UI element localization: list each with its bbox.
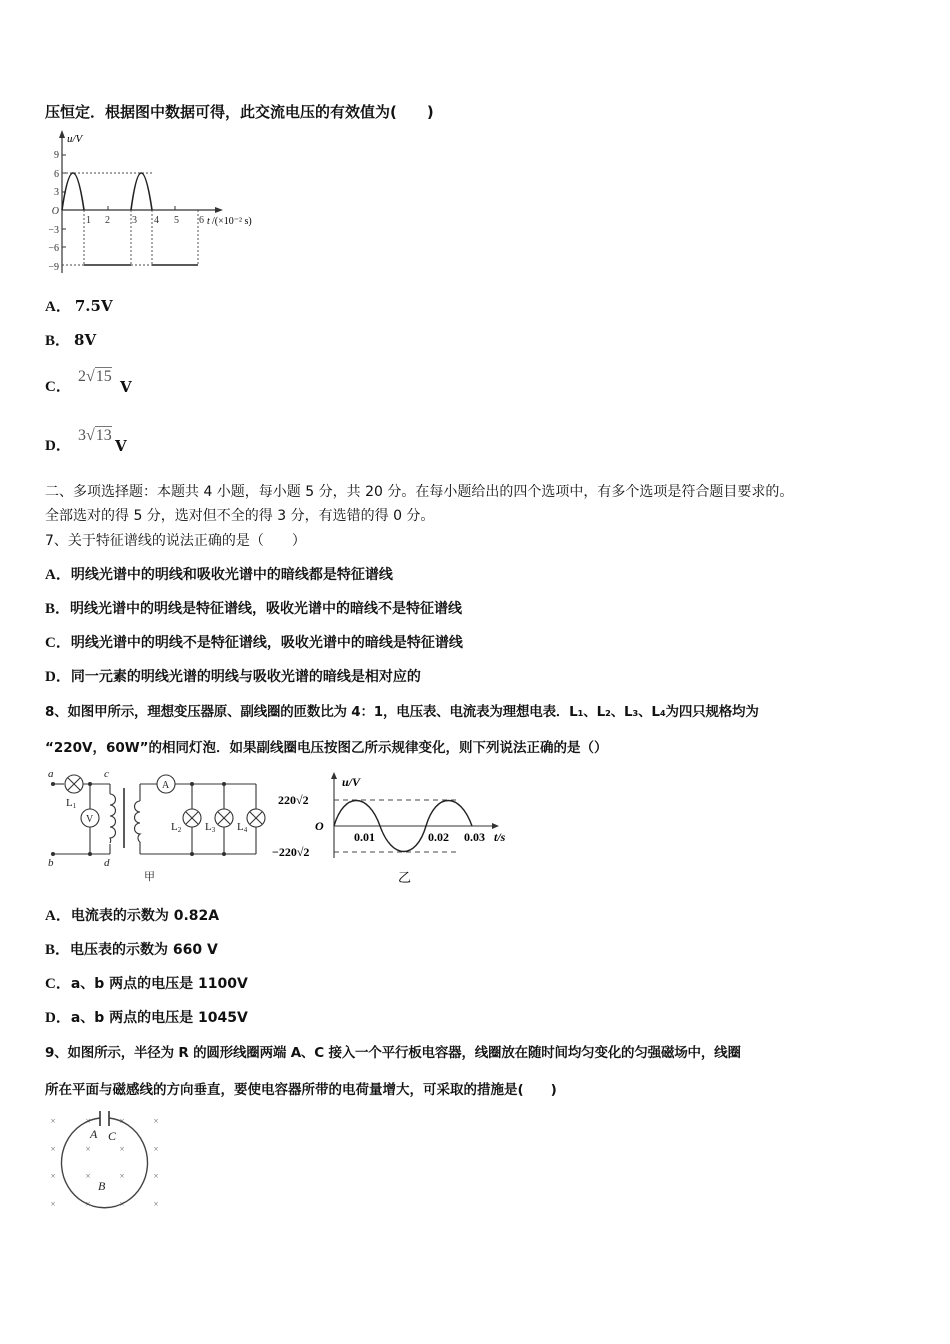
q9-stem-line1: 9、如图所示，半径为 R 的圆形线圈两端 A、C 接入一个平行板电容器，线圈放在随时间均匀变化的匀强磁场中，线圈	[45, 1045, 741, 1061]
q8-option-a[interactable]: A． 电流表的示数为 0.82A	[45, 908, 220, 924]
q6-stem: 压恒定．根据图中数据可得，此交流电压的有效值为( )	[45, 103, 434, 121]
q8-sine-chart	[268, 770, 518, 888]
svg-text:220√2: 220√2	[278, 793, 309, 807]
label-d: d	[104, 857, 110, 869]
svg-text:9: 9	[54, 150, 59, 161]
svg-text:C: C	[108, 1129, 117, 1143]
label-c: c	[104, 768, 109, 780]
q6-option-c[interactable]: C． 2√15 V	[45, 368, 132, 396]
q6-y-label: u/V	[67, 133, 83, 145]
svg-text:u/V: u/V	[342, 775, 361, 789]
svg-text:L4: L4	[237, 821, 248, 834]
section2-instructions-line2: 全部选对的得 5 分，选对但不全的得 3 分，有选错的得 0 分。	[45, 508, 435, 524]
svg-text:×: ×	[119, 1199, 125, 1209]
caption-yi: 乙	[398, 870, 412, 885]
svg-text:3: 3	[54, 187, 59, 198]
svg-text:0.02: 0.02	[428, 830, 449, 844]
svg-text:L1: L1	[66, 797, 77, 810]
q8-stem-line2: “220V，60W”的相同灯泡．如果副线圈电压按图乙所示规律变化，则下列说法正确的是（）	[45, 740, 608, 756]
svg-text:×: ×	[50, 1171, 56, 1181]
math-sqrt-expr: 2√15	[78, 368, 112, 385]
q7-option-a[interactable]: A． 明线光谱中的明线和吸收光谱中的暗线都是特征谱线	[45, 567, 393, 583]
svg-text:B: B	[98, 1179, 106, 1193]
svg-text:3: 3	[132, 215, 137, 226]
ammeter-icon: A	[162, 780, 170, 791]
svg-text:6: 6	[199, 215, 204, 226]
caption-jia: 甲	[144, 871, 155, 883]
svg-text:×: ×	[119, 1171, 125, 1181]
voltmeter-icon: V	[86, 814, 94, 825]
q6-option-a[interactable]: A． 7.5V	[45, 297, 113, 315]
svg-text:×: ×	[119, 1116, 125, 1126]
svg-text:A: A	[90, 1127, 98, 1141]
q9-stem-line2: 所在平面与磁感线的方向垂直，要使电容器所带的电荷量增大，可采取的措施是( )	[45, 1082, 557, 1098]
svg-text:t/s: t/s	[494, 830, 506, 844]
svg-text:×: ×	[153, 1171, 159, 1181]
svg-text:6: 6	[54, 169, 59, 180]
label-a: a	[48, 768, 54, 780]
section2-instructions-line1: 二、多项选择题：本题共 4 小题，每小题 5 分，共 20 分。在每小题给出的四个选项中，有多个选项是符合题目要求的。	[45, 484, 794, 500]
svg-text:t: t	[207, 216, 210, 227]
svg-text:O: O	[315, 819, 324, 833]
svg-text:×: ×	[85, 1171, 91, 1181]
q8-stem-line1: 8、如图甲所示，理想变压器原、副线圈的匝数比为 4：1，电压表、电流表为理想电表．L₁、L₂、L₃、L₄为四只规格均为	[45, 704, 759, 720]
svg-text:0.01: 0.01	[354, 830, 375, 844]
svg-text:×: ×	[153, 1144, 159, 1154]
q6-option-b[interactable]: B． 8V	[45, 331, 97, 349]
math-sqrt-expr: 3√13	[78, 427, 112, 444]
q7-stem: 7、关于特征谱线的说法正确的是（ ）	[45, 533, 306, 549]
svg-text:O: O	[51, 206, 59, 217]
svg-text:×: ×	[85, 1144, 91, 1154]
q8-transformer-circuit	[40, 766, 275, 888]
svg-text:4: 4	[154, 215, 159, 226]
svg-text:×: ×	[85, 1116, 91, 1126]
svg-text:−220√2: −220√2	[272, 845, 310, 859]
svg-text:L3: L3	[205, 821, 216, 834]
svg-text:×: ×	[85, 1199, 91, 1209]
svg-text:×: ×	[50, 1116, 56, 1126]
svg-text:0.03: 0.03	[464, 830, 485, 844]
q6-voltage-chart	[40, 128, 270, 276]
q9-coil-in-field-figure	[40, 1106, 170, 1214]
q7-option-d[interactable]: D． 同一元素的明线光谱的明线与吸收光谱的暗线是相对应的	[45, 669, 421, 685]
label-b: b	[48, 857, 54, 869]
svg-text:1: 1	[86, 215, 91, 226]
svg-text:×: ×	[153, 1199, 159, 1209]
svg-text:2: 2	[105, 215, 110, 226]
svg-text:×: ×	[50, 1144, 56, 1154]
svg-text:×: ×	[119, 1144, 125, 1154]
svg-text:L2: L2	[171, 821, 182, 834]
q7-option-b[interactable]: B． 明线光谱中的明线是特征谱线，吸收光谱中的暗线不是特征谱线	[45, 601, 463, 617]
svg-text:5: 5	[174, 215, 179, 226]
q6-option-d[interactable]: D． 3√13 V	[45, 427, 127, 455]
q8-option-d[interactable]: D． a、b 两点的电压是 1045V	[45, 1010, 248, 1026]
svg-text:−6: −6	[48, 243, 59, 254]
q8-option-c[interactable]: C． a、b 两点的电压是 1100V	[45, 976, 248, 992]
svg-text:−3: −3	[48, 225, 59, 236]
svg-text:−9: −9	[48, 262, 59, 273]
q7-option-c[interactable]: C． 明线光谱中的明线不是特征谱线，吸收光谱中的暗线是特征谱线	[45, 635, 463, 651]
q8-option-b[interactable]: B． 电压表的示数为 660 V	[45, 942, 218, 958]
svg-text:×: ×	[50, 1199, 56, 1209]
svg-text:×: ×	[153, 1116, 159, 1126]
svg-text:/(×10⁻² s): /(×10⁻² s)	[212, 216, 252, 227]
